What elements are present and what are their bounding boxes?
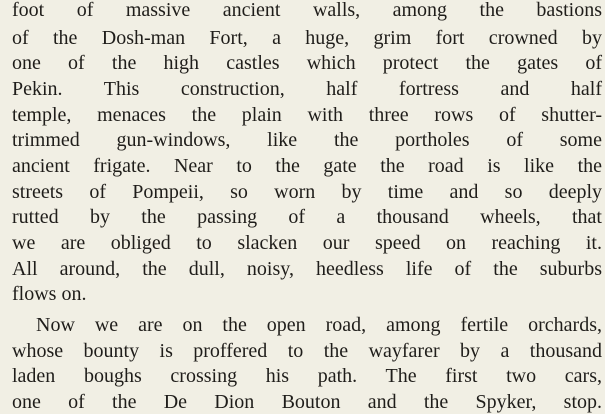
- text-line: foot of massive ancient walls, among the bastions: [12, 0, 602, 21]
- text-line: we are obliged to slacken our speed on reaching it.: [12, 232, 602, 254]
- text-line: Now we are on the open road, among fertile orchards,: [36, 314, 602, 336]
- text-line: one of the high castles which protect the gates of: [12, 52, 602, 74]
- text-line: streets of Pompeii, so worn by time and so deeply: [12, 181, 602, 203]
- text-line: of the Dosh-man Fort, a huge, grim fort crowned by: [12, 27, 602, 49]
- text-line: whose bounty is proffered to the wayfarer by a thousand: [12, 340, 602, 362]
- text-line: flows on.: [12, 283, 87, 305]
- text-line: ancient frigate. Near to the gate the road is like the: [12, 155, 602, 177]
- text-line: trimmed gun-windows, like the portholes of some: [12, 129, 602, 151]
- text-line: laden boughs crossing his path. The first two cars,: [12, 365, 602, 387]
- text-line: one of the De Dion Bouton and the Spyker, stop.: [12, 391, 602, 413]
- text-line: rutted by the passing of a thousand wheels, that: [12, 206, 602, 228]
- text-line: Pekin. This construction, half fortress and half: [12, 78, 602, 100]
- text-line: All around, the dull, noisy, heedless life of the suburbs: [12, 258, 602, 280]
- text-line: temple, menaces the plain with three rows of shutter-: [12, 104, 602, 126]
